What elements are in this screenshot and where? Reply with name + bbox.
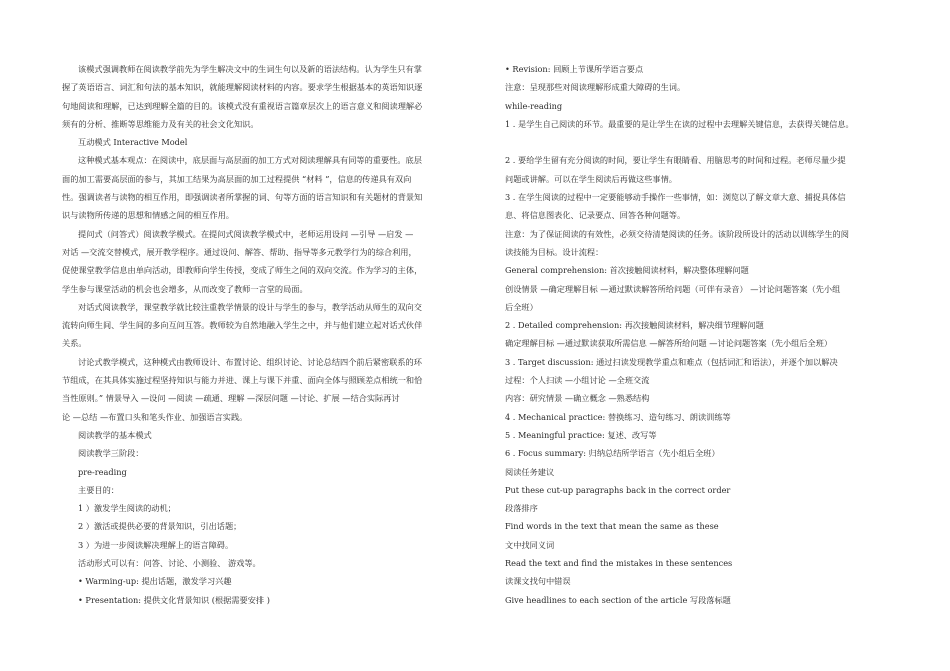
text-line: 2 . 要给学生留有充分阅读的时间，要让学生有眼睛看、用脑思考的时间和过程。老师尽量少提 bbox=[505, 155, 846, 166]
text-line: 4 . Mechanical practice: 替换练习、造句练习、朗读训练等 bbox=[505, 411, 731, 422]
text-line: Put these cut-up paragraphs back in the correct order bbox=[505, 484, 731, 495]
text-line: 主要目的： bbox=[78, 484, 119, 495]
text-line: 流转向师生间、学生间的多向互问互答。教师较为自然地融入学生之中，并与他们建立起对话式伙伴 bbox=[62, 320, 423, 331]
text-line: 注意：呈现那些对阅读理解形成重大障碍的生词。 bbox=[505, 82, 686, 93]
text-line: • Revision: 回顾上节课所学语言要点 bbox=[505, 64, 644, 74]
text-line: 6 . Focus summary: 归纳总结所学语言（先小组后全班） bbox=[505, 448, 720, 459]
right-column bbox=[505, 60, 921, 609]
text-line: 活动形式可以有：问答、讨论、小测验、 游戏等。 bbox=[78, 558, 261, 569]
text-line: 学生参与课堂活动的机会也会增多，从而改变了教师一言堂的局面。 bbox=[62, 283, 308, 294]
text-line: 注意：为了保证阅读的有效性，必须交待清楚阅读的任务。该阶段所设计的活动以训练学生的阅 bbox=[505, 228, 849, 239]
text-line: 性。强调读者与读物的相互作用，即强调读者所掌握的词、句等方面的语言知识和有关题材的背景知 bbox=[62, 192, 423, 203]
text-line: 阅读教学的基本模式 bbox=[78, 429, 152, 440]
text-line: Give headlines to each section of the article 写段落标题 bbox=[505, 594, 731, 605]
text-line: 面的加工需要高层面的参与，其加工结果为高层面的加工过程提供 “材料 ”，信息的传递具有双向 bbox=[62, 173, 412, 184]
text-line: 息、将信息图表化、记录要点、回答各种问题等。 bbox=[505, 210, 686, 221]
text-line: 句地阅读和理解，已达到理解全篇的目的。该模式没有重视语言篇章层次上的语言意义和阅读理解必 bbox=[62, 100, 423, 111]
text-line: 后全班） bbox=[505, 301, 538, 312]
text-line: 这种模式基本观点：在阅读中，底层面与高层面的加工方式对阅读理解具有同等的重要性。底层 bbox=[78, 155, 422, 166]
text-line: 创设情景 —确定理解目标 —通过默读解答所给问题（可伴有录音） —讨论问题答案（先小组 bbox=[505, 283, 841, 294]
text-line: 2 . Detailed comprehension: 再次接触阅读材料，解决细节理解问题 bbox=[505, 320, 764, 331]
text-line: 确定理解目标 —通过默读获取所需信息 —解答所给问题 —讨论问题答案（先小组后全班） bbox=[505, 338, 833, 349]
text-line: 1 ）激发学生阅读的动机； bbox=[78, 503, 176, 514]
text-line: 内容：研究情景 —确立概念 —熟悉结构 bbox=[505, 393, 650, 404]
text-line: 该模式强调教师在阅读教学前先为学生解决文中的生词生句以及新的语法结构。认为学生只有掌 bbox=[78, 64, 422, 74]
text-line: 握了英语语言、词汇和句法的基本知识，就能理解阅读材料的内容。要求学生根据基本的英语知识逐 bbox=[62, 82, 423, 93]
text-line: 5 . Meaningful practice: 复述、改写等 bbox=[505, 429, 657, 440]
text-line: 识与读物所传递的思想和情感之间的相互作用。 bbox=[62, 210, 234, 221]
text-line: Read the text and find the mistakes in these sentences bbox=[505, 558, 733, 569]
text-line: 对话 —交流交替模式，展开教学程序。通过设问、解答、帮助、指导等多元教学行为的综合利用， bbox=[62, 246, 417, 257]
text-line: 读技能为目标。设计流程： bbox=[505, 246, 604, 257]
text-line: 文中找同义词 bbox=[505, 539, 555, 550]
text-line: 提问式（问答式）阅读教学模式。在提问式阅读教学模式中，老师运用设问 —引导 —启发 — bbox=[78, 228, 414, 239]
text-line: 促使课堂教学信息由单向活动，即教师向学生传授，变成了师生之间的双向交流。作为学习的主体， bbox=[62, 265, 423, 276]
text-line: 讨论式教学模式，这种模式由教师设计、布置讨论、组织讨论、讨论总结四个前后紧密联系的环 bbox=[78, 356, 422, 367]
text-line: 3 . 在学生阅读的过程中一定要能够动手操作一些事情，如：浏览以了解文章大意、捕捉具体信 bbox=[505, 192, 846, 203]
text-line: • Presentation: 提供文化背景知识 (根据需要安排 ) bbox=[78, 594, 270, 605]
text-line: while-reading bbox=[505, 100, 563, 111]
text-line: pre-reading bbox=[78, 466, 127, 477]
text-line: 过程：个人扫读 —小组讨论 —全班交流 bbox=[505, 375, 650, 386]
text-line: 段落排序 bbox=[505, 503, 538, 514]
text-line: 阅读任务建议 bbox=[505, 466, 555, 477]
text-line: 1 . 是学生自己阅读的环节。最重要的是让学生在读的过程中去理解关键信息，去获得关键信息。 bbox=[505, 118, 854, 129]
text-line: General comprehension: 首次接触阅读材料，解决整体理解问题 bbox=[505, 265, 749, 276]
text-line: 节组成，在其具体实施过程坚持知识与能力并进、课上与课下并重、面向全体与照顾差点相统一和恰 bbox=[62, 375, 423, 386]
text-line: 论 —总结 —布置口头和笔头作业、加强语言实践。 bbox=[62, 411, 248, 422]
text-line: 当性原则。” 情景导入 —设问 —阅读 —疏通、理解 —深层问题 —讨论、扩展 —结合实际再讨 bbox=[62, 393, 400, 404]
text-line: 关系。 bbox=[62, 338, 87, 349]
text-line: 须有的分析、推断等思维能力及有关的社会文化知识。 bbox=[62, 118, 259, 129]
text-line: 对话式阅读教学，课堂教学就比较注重教学情景的设计与学生的参与，教学活动从师生的双向交 bbox=[78, 301, 422, 312]
text-line: 3 . Target discussion: 通过扫读发现教学重点和难点（包括词汇和语法），并逐个加以解决 bbox=[505, 356, 838, 367]
text-line: 问题或讲解。可以在学生阅读后再做这些事情。 bbox=[505, 173, 677, 184]
text-line: 阅读教学三阶段： bbox=[78, 448, 144, 459]
text-line: 2 ）激活或提供必要的背景知识，引出话题； bbox=[78, 521, 242, 532]
blank-line bbox=[505, 133, 921, 151]
text-line: 3 ）为进一步阅读解决理解上的语言障碍。 bbox=[78, 539, 234, 550]
text-line: Find words in the text that mean the same as these bbox=[505, 521, 719, 532]
left-column bbox=[62, 60, 458, 609]
text-line: 互动模式 Interactive Model bbox=[78, 137, 188, 148]
text-line: 读课文找句中错误 bbox=[505, 576, 571, 587]
text-line: • Warming-up: 提出话题，激发学习兴趣 bbox=[78, 576, 232, 587]
